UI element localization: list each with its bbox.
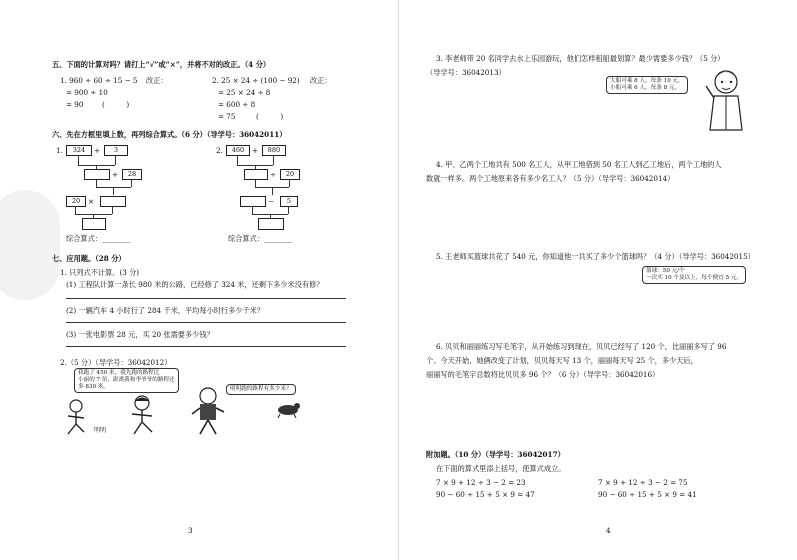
connector: [255, 179, 256, 187]
connector: [273, 155, 274, 165]
problem-1-line-2: = 900 ÷ 10: [66, 88, 108, 97]
diagram-1-box-c: 28: [122, 169, 142, 180]
diagram-1-final-box[interactable]: [82, 218, 106, 230]
page-3: [0, 0, 398, 560]
diagram-2-box-b: 880: [262, 145, 286, 156]
diagram-1-formula[interactable]: 综合算式：________: [66, 234, 131, 243]
bubble-line: 多 830 米。: [78, 384, 110, 390]
diagram-1-box-b: 3: [104, 145, 128, 156]
problem-1-judgment[interactable]: ( ): [102, 100, 130, 109]
runner-girl-illustration: [126, 394, 162, 438]
bonus-equation-3[interactable]: 90 − 60 ÷ 15 + 5 × 9 = 47: [436, 490, 535, 499]
bonus-equation-1[interactable]: 7 × 9 + 12 ÷ 3 − 2 = 23: [436, 478, 526, 487]
diagram-1-op-1: +: [94, 146, 101, 155]
page-number: 3: [188, 526, 193, 535]
teacher-illustration: [704, 68, 750, 134]
bonus-instruction: 在下面的算式里添上括号，使算式成立。: [436, 464, 566, 473]
bonus-equation-2[interactable]: 7 × 9 + 12 ÷ 3 − 2 = 75: [598, 478, 688, 487]
question-1: 1. 只列式不计算。(3 分): [60, 268, 140, 277]
diagram-1-result-box-1[interactable]: [84, 169, 110, 180]
problem-2-judgment[interactable]: ( ): [256, 112, 284, 121]
connector: [115, 155, 116, 165]
diagram-1-result-box-2[interactable]: [100, 196, 126, 207]
diagram-2-op-2: ÷: [270, 170, 277, 179]
diagram-2-formula[interactable]: 综合算式：________: [228, 234, 293, 243]
problem-2-line-2: = 25 × 24 ÷ 8: [218, 88, 271, 97]
bonus-equation-4[interactable]: 90 − 60 ÷ 15 + 5 × 9 = 41: [598, 490, 697, 499]
problem-1-line-1: 1. 960 ÷ 60 ÷ 15 − 5: [60, 76, 138, 85]
connector: [252, 206, 253, 214]
question-4-line-2: 数就一样多。两个工地原来各有多少名工人？（5 分）（导学号：36042014）: [426, 174, 675, 183]
problem-2-fix-label: 改正：: [310, 76, 332, 85]
problem-1-line-3: = 90: [66, 100, 84, 109]
connector: [112, 206, 113, 214]
speech-bubble-runner: [74, 368, 179, 393]
question-6-line-1: 6. 贝贝和丽丽练习写毛笔字，从开始练习到现在，贝贝已经写了 120 个，比丽丽多写了 96: [436, 342, 727, 351]
question-2: 2.（5 分）（导学号：36042012）: [60, 358, 172, 367]
diagram-1-box-d: 20: [66, 196, 86, 207]
dog-illustration: [274, 400, 302, 418]
page-number: 4: [606, 526, 611, 535]
diagram-2-final-box[interactable]: [258, 218, 284, 230]
section-7-title: 七、应用题。（28 分）: [52, 254, 126, 263]
connector: [272, 187, 273, 195]
question-3-text: 3. 李老师带 20 名同学去水上乐园游玩，他们怎样租船最划算？最少需要多少钱？（5 分）: [436, 54, 725, 63]
diagram-2-box-c: 20: [280, 169, 300, 180]
speech-bubble-question: [226, 384, 296, 395]
question-5-text: 5. 王老师买篮球共花了 540 元，你知道他一共买了多少个篮球吗？（4 分）（导学号：36042015）: [436, 252, 755, 261]
diagram-2-op-1: +: [252, 146, 259, 155]
diagram-2-number: 2.: [216, 146, 223, 155]
connector: [237, 155, 238, 165]
problem-2-line-1: 2. 25 × 24 ÷ (100 − 92): [212, 76, 300, 85]
answer-line[interactable]: [66, 322, 346, 323]
connector: [75, 206, 76, 214]
connector: [78, 155, 79, 165]
boat-price-bubble: [606, 76, 688, 94]
bubble-line: 明明跑的路程有多少米？: [230, 386, 292, 392]
answer-line[interactable]: [66, 346, 346, 347]
section-6-title: 六、先在方框里填上数，再列综合算式。（6 分）（导学号：36042011）: [52, 130, 287, 139]
section-5-title: 五、下面的计算对吗？请打上“√”或“×”，并将不对的改正。（4 分）: [52, 60, 271, 69]
bubble-line: 我跑了 450 米，我先跑的路程比: [78, 370, 160, 376]
diagram-1-number: 1.: [56, 146, 63, 155]
question-3-guide: （导学号：36042013）: [426, 68, 506, 77]
question-1-part-1: (1) 工程队计算一条长 980 米的公路，已经修了 324 米，还剩下多少米没有修？: [66, 280, 324, 289]
name-label-mingming: 明明: [94, 427, 107, 434]
answer-line[interactable]: [66, 298, 346, 299]
diagram-2-box-a: 460: [226, 145, 250, 156]
problem-2-line-4: = 75: [218, 112, 236, 121]
bubble-line: 小船可乘 6 人，每条 8 元。: [610, 85, 681, 91]
question-1-part-3: (3) 一张电影票 28 元，买 20 张需要多少钱？: [66, 330, 214, 339]
diagram-2-box-d: 5: [280, 196, 298, 207]
diagram-2-result-box-2[interactable]: [240, 196, 266, 207]
connector: [131, 179, 132, 187]
question-4-line-1: 4. 甲、乙两个工地共有 500 名工人，从甲工地借到 50 名工人到乙工地后，两个工地的人: [436, 160, 722, 169]
diagram-2-op-3: −: [268, 197, 275, 206]
bonus-title: 附加题。（10 分）（导学号：36042017）: [426, 450, 565, 459]
question-6-line-3: 丽丽写的毛笔字总数将比贝贝多 96 个？（6 分）（导学号：36042016）: [426, 370, 660, 379]
bubble-line: 大船可乘 8 人，每条 10 元。: [610, 78, 684, 84]
question-1-part-2: (2) 一辆汽车 4 小时行了 284 千米，平均每小时行多少千米？: [66, 306, 265, 315]
question-6-line-2: 个。今天开始，她俩改变了计划，贝贝每天写 13 个，丽丽每天写 25 个，多少天后，: [426, 356, 698, 365]
bubble-line: 小丽的 7 倍，距离我和李爷爷的路程还: [78, 377, 175, 383]
problem-1-fix-label: 改正：: [146, 76, 168, 85]
page-4: [398, 0, 797, 560]
diagram-1-op-2: +: [112, 170, 119, 179]
connector: [289, 179, 290, 187]
diagram-1-box-a: 324: [66, 145, 92, 156]
bubble-line: 篮球：50 元/个: [646, 268, 685, 274]
grandpa-runner-illustration: [188, 386, 228, 438]
problem-2-line-3: = 600 ÷ 8: [218, 100, 256, 109]
diagram-1-op-3: ×: [88, 197, 95, 206]
connector: [96, 179, 97, 187]
connector: [113, 187, 114, 195]
bubble-line: 一次买 10 个及以上，每个便宜 5 元。: [646, 275, 743, 281]
diagram-2-result-box-1[interactable]: [244, 169, 268, 180]
basketball-price-bubble: [642, 266, 746, 284]
connector: [288, 206, 289, 214]
